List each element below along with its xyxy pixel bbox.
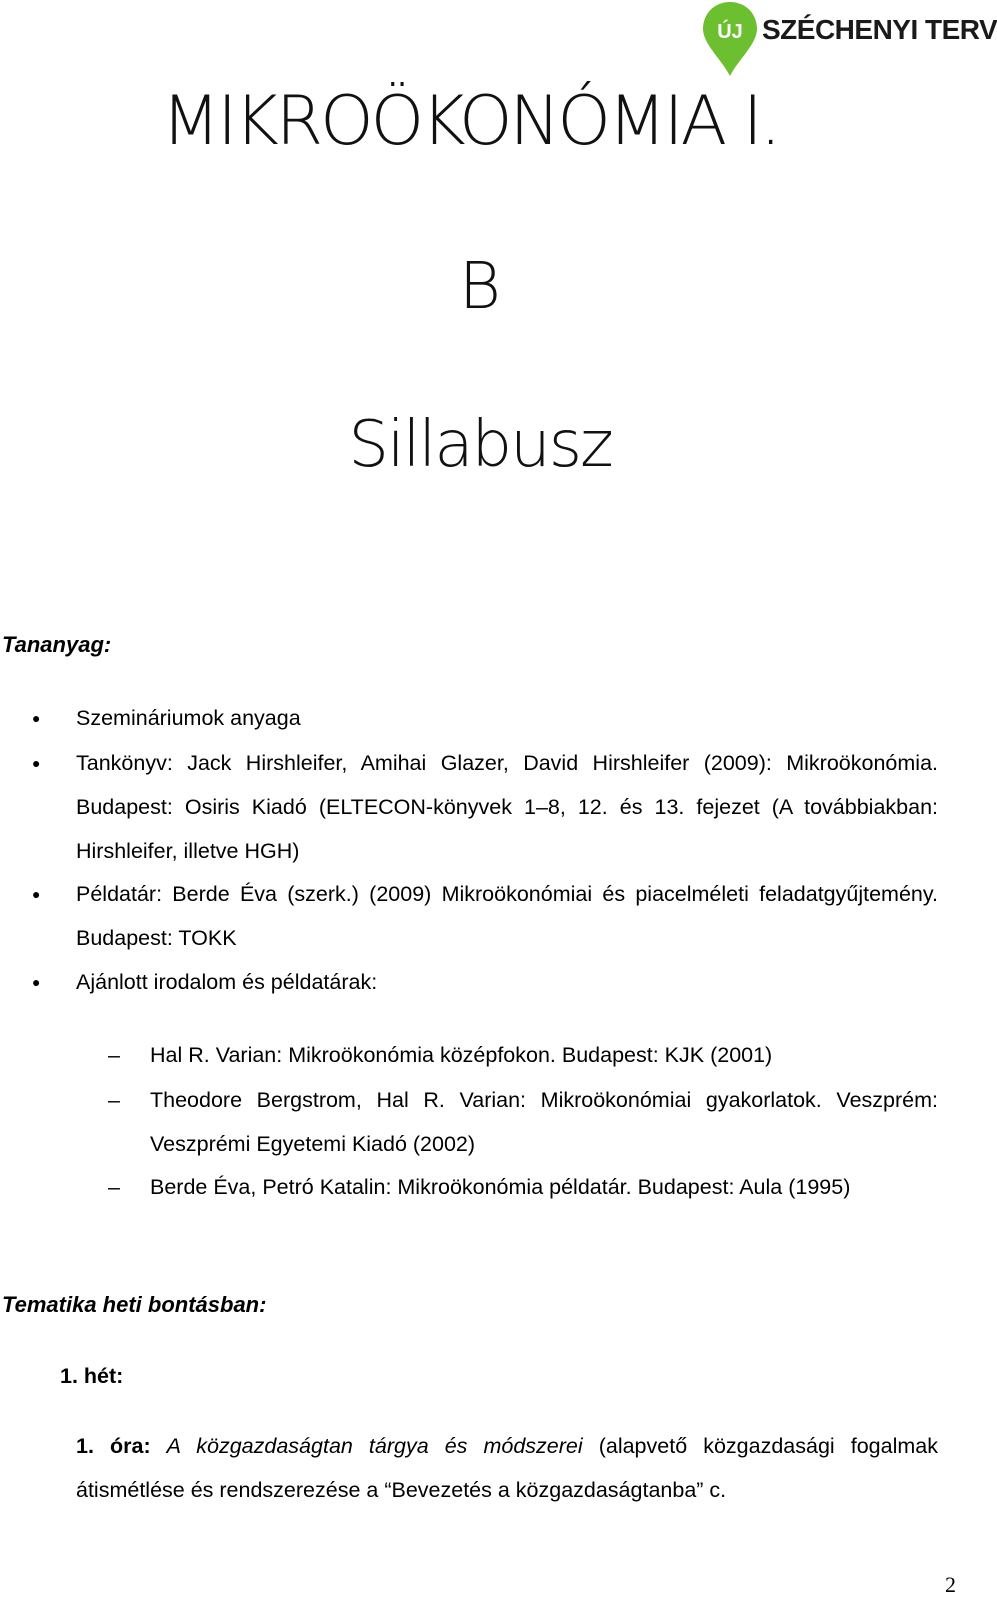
bullet-icon: ●	[32, 710, 41, 726]
logo-badge: ÚJ	[717, 21, 743, 43]
document-type-title: Sillabusz	[348, 408, 612, 482]
sub-list-item: – Hal R. Varian: Mikroökonómia középfokon. Budapest: KJK (2001)	[150, 1033, 938, 1077]
page-number: 2	[945, 1572, 956, 1597]
bullet-icon: ●	[32, 755, 41, 771]
list-item: ● Példatár: Berde Éva (szerk.) (2009) Mikroökonómiai és piacelméleti feladatgyűjtemény. Budapest: TOKK	[76, 872, 938, 960]
tananyag-heading: Tananyag:	[2, 632, 112, 657]
course-variant: B	[459, 250, 501, 324]
sub-list-item: – Berde Éva, Petró Katalin: Mikroökonómia példatár. Budapest: Aula (1995)	[150, 1165, 938, 1209]
lesson-topic: A közgazdaságtan tárgya és módszerei	[166, 1434, 583, 1458]
lesson-label: 1. óra:	[76, 1434, 151, 1458]
logo-text: SZÉCHENYI TERV	[762, 14, 997, 45]
dash-icon: –	[108, 1043, 120, 1067]
week-label: 1. hét:	[60, 1364, 124, 1388]
list-item: ● Tankönyv: Jack Hirshleifer, Amihai Glazer, David Hirshleifer (2009): Mikroökonómia. Budapest: Osiris Kiadó (ELTECON-könyvek 1–8, 12. és 13. fejezet (A továbbiakban: Hirshleifer, illetve HGH)	[76, 741, 938, 873]
bullet-icon: ●	[32, 886, 41, 902]
map-pin-icon	[700, 0, 760, 78]
list-item: ● Ajánlott irodalom és példatárak:	[76, 960, 938, 1004]
course-title: MIKROÖKONÓMIA I.	[161, 82, 779, 161]
lesson-description: (alapvető közgazdasági fogalmak átismétlése és rendszerezése a “Bevezetés a közgazdaságtanba” c.	[76, 1434, 938, 1502]
list-item: ● Szemináriumok anyaga	[76, 696, 938, 740]
szechenyi-terv-logo	[700, 0, 997, 80]
dash-icon: –	[108, 1175, 120, 1199]
tematika-heading: Tematika heti bontásban:	[2, 1292, 267, 1317]
dash-icon: –	[108, 1088, 120, 1112]
sub-list-item: – Theodore Bergstrom, Hal R. Varian: Mikroökonómiai gyakorlatok. Veszprém: Veszprémi Egyetemi Kiadó (2002)	[150, 1078, 938, 1166]
bullet-icon: ●	[32, 974, 41, 990]
lesson-paragraph	[76, 1424, 938, 1512]
